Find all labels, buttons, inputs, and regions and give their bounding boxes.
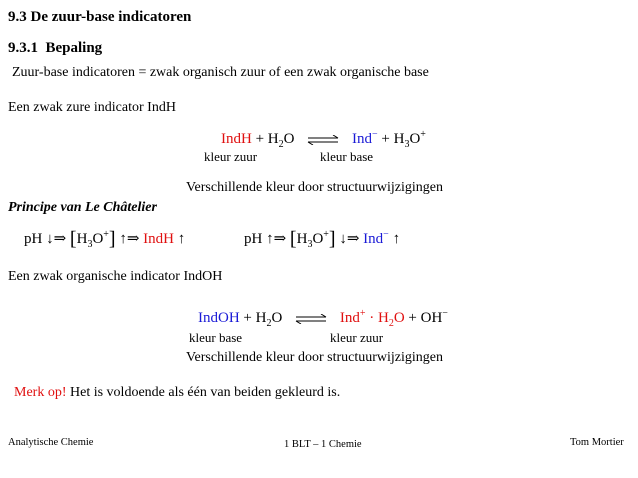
equation-acid-indicator [221, 129, 426, 150]
eq2-plus-2: + [408, 310, 417, 326]
remark-text: Het is voldoende als één van beiden gekleurd is. [70, 385, 341, 400]
eq1-plus-1: + [255, 131, 265, 147]
eq1-label-acid-color: kleur zuur [204, 149, 258, 164]
page-title: 9.3 De zuur-base indicatoren [8, 9, 192, 25]
section-heading [8, 41, 102, 56]
le-chatelier-low-ph: pH ↓⇒ $[H_3O^+]$ ↑⇒ IndH ↑ [24, 228, 186, 250]
eq2-indoh: IndOH [198, 310, 240, 326]
remark-lead: Merk op! [14, 385, 67, 400]
eq2-note: Verschillende kleur door structuurwijzigingen [186, 350, 443, 365]
footer-class: 1 BLT – 1 Chemie [284, 439, 362, 450]
equilibrium-arrow-icon [306, 135, 340, 145]
eq2-hydroxide: OH− [420, 308, 448, 326]
equilibrium-arrow-icon [294, 314, 328, 324]
section-number: 9.3.1 [8, 40, 38, 56]
le-chatelier-high-ph: pH ↑⇒ $[H_3O^+]$ ↓⇒ Ind− ↑ [244, 228, 401, 250]
eq1-ind-anion: Ind− [351, 129, 378, 147]
acid-indicator-intro: Een zwak zure indicator IndH [8, 100, 176, 115]
eq2-label-acid-color: kleur zuur [330, 330, 384, 345]
footer-course: Analytische Chemie [8, 437, 94, 448]
eq2-label-base-color: kleur base [189, 330, 243, 345]
remark [14, 386, 340, 400]
section-name: Bepaling [45, 40, 103, 56]
footer-author: Tom Mortier [570, 437, 624, 448]
definition-text: Zuur-base indicatoren = zwak organisch zuur of een zwak organische base [12, 65, 429, 80]
eq1-hydronium: $H_3O^+$ [393, 129, 426, 150]
base-indicator-intro: Een zwak organische indicator IndOH [8, 269, 223, 284]
eq1-indh: IndH [221, 131, 252, 147]
eq2-water: $H_2O$ [255, 310, 283, 329]
eq1-water: $H_2O$ [267, 131, 295, 150]
eq1-label-base-color: kleur base [320, 149, 374, 164]
eq2-plus-1: + [243, 310, 252, 326]
le-chatelier-heading: Principe van Le Châtelier [8, 200, 157, 215]
eq1-note: Verschillende kleur door structuurwijzigingen [186, 180, 443, 195]
eq1-plus-2: + [381, 131, 390, 147]
eq2-ind-hydrate: $Ind^+ \cdot H_2O$ [339, 308, 405, 329]
equation-base-indicator [198, 308, 448, 329]
